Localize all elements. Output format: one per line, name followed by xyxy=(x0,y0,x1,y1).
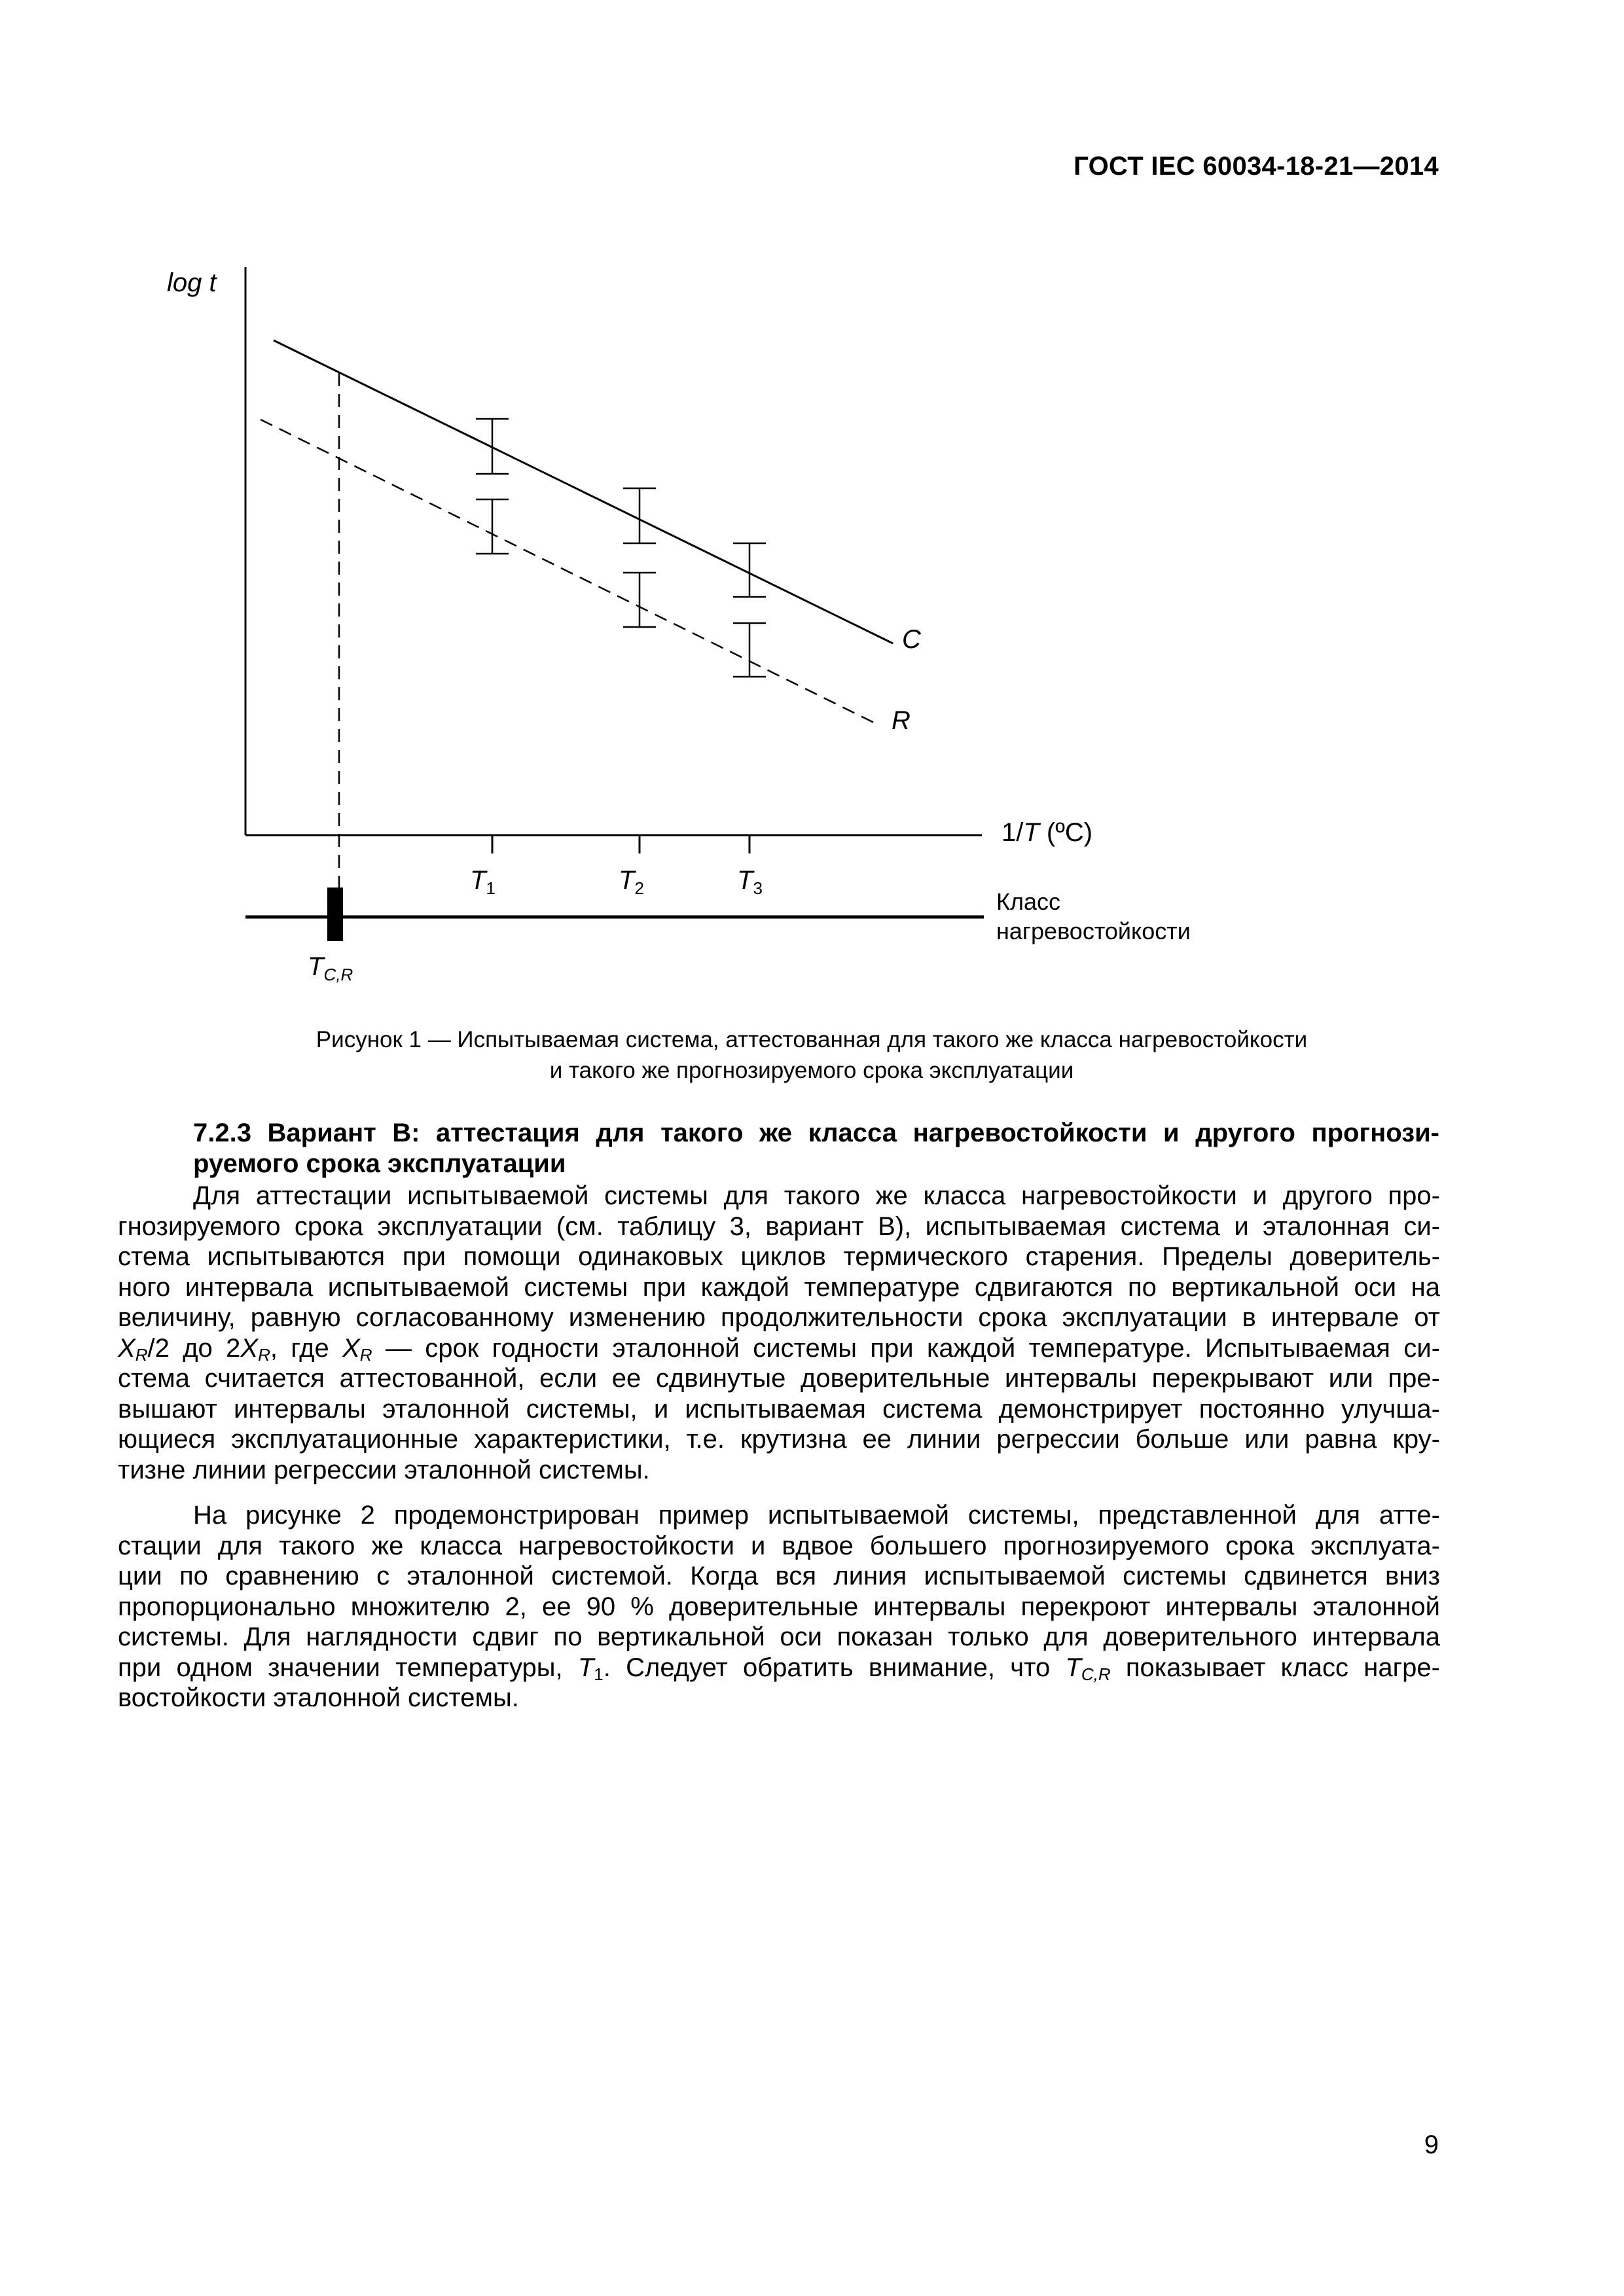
tick-label-t2: $T_2$ xyxy=(619,866,644,898)
tick-label-t1: $T_1$ xyxy=(470,866,496,898)
line-r-label: R xyxy=(892,706,911,735)
document-id-header: ГОСТ IEC 60034-18-21—2014 xyxy=(1074,152,1439,181)
thermal-class-label-line2: нагревостойкости xyxy=(996,918,1191,944)
p1-line: тизне линии регрессии эталонной системы. xyxy=(118,1455,650,1484)
figure-caption-line2: и такого же прогнозируемого срока эксплуатации xyxy=(549,1058,1074,1083)
line-c-label: C xyxy=(902,625,921,654)
paragraph-1 xyxy=(118,1181,1440,1485)
p1-line: вышают интервалы эталонной системы, и испытываемая система демонстрирует постоянно улучша- xyxy=(118,1394,1440,1424)
p2-line: при одном значении температуры, $T_1$. Следует обратить внимание, что $T_{C,R}$ показывает класс нагре- xyxy=(118,1653,1440,1684)
p1-line: Для аттестации испытываемой системы для такого же класса нагревостойкости и другого про- xyxy=(193,1181,1440,1210)
page-number: 9 xyxy=(1424,2130,1439,2159)
p2-line: На рисунке 2 продемонстрирован пример испытываемой системы, представленной для атте- xyxy=(193,1501,1440,1530)
p2-line: востойкости эталонной системы. xyxy=(118,1683,519,1712)
section-heading xyxy=(193,1118,1439,1179)
p2-line: ции по сравнению с эталонной системой. Когда вся линия испытываемой системы сдвинется вниз xyxy=(118,1562,1440,1590)
error-bar-c-t2 xyxy=(623,488,656,543)
p2-line: стации для такого же класса нагревостойкости и вдвое большего прогнозируемого срока эксплуата- xyxy=(118,1531,1440,1560)
paragraph-2 xyxy=(118,1500,1440,1713)
p1-line: $X_R/2$ до $2X_R$, где $X_R$ — срок годности эталонной системы при каждой температуре. Испытываемая си- xyxy=(118,1333,1440,1365)
figure-caption-line1: Рисунок 1 — Испытываемая система, аттестованная для такого же класса нагревостойкости xyxy=(316,1027,1308,1052)
p1-line: ного интервала испытываемой системы при каждой температуре сдвигаются по вертикальной оси на xyxy=(118,1272,1440,1302)
tick-label-t3: $T_3$ xyxy=(737,866,763,898)
y-axis-label: log t xyxy=(167,268,217,297)
tcr-label: $T_{C,R}$ xyxy=(308,952,353,984)
error-bar-c-t3 xyxy=(733,543,766,597)
p2-line: системы. Для наглядности сдвиг по вертикальной оси показан только для доверительного интервала xyxy=(118,1623,1440,1651)
p1-line: стема считается аттестованной, если ее сдвинутые доверительные интервалы перекрывают или пре- xyxy=(118,1364,1440,1393)
error-bar-r-t2 xyxy=(623,573,656,627)
p1-line: ющиеся эксплуатационные характеристики, т.е. крутизна ее линии регрессии больше или равна кру- xyxy=(118,1425,1440,1454)
error-bar-r-t3 xyxy=(733,623,766,677)
error-bar-c-t1 xyxy=(476,419,509,474)
figure-1-diagram xyxy=(0,0,1624,1008)
error-bar-r-t1 xyxy=(476,499,509,554)
line-r xyxy=(261,420,879,725)
p2-line: пропорционально множителю 2, ее 90 % доверительные интервалы перекроют интервалы эталонной xyxy=(118,1592,1440,1621)
x-axis-label: 1/T (ºC) xyxy=(1001,818,1093,847)
line-c xyxy=(274,340,893,643)
tcr-marker xyxy=(327,888,343,941)
p1-line: стема испытываются при помощи одинаковых циклов термического старения. Пределы доверитель- xyxy=(118,1242,1440,1271)
p1-line: гнозируемого срока эксплуатации (см. таблицу 3, вариант В), испытываемая система и эталонная си- xyxy=(118,1211,1440,1241)
p1-line: величину, равную согласованному изменению продолжительности срока эксплуатации в интервале от xyxy=(118,1303,1440,1332)
section-heading-line1: 7.2.3 Вариант В: аттестация для такого же класса нагревостойкости и другого прогнози- xyxy=(193,1119,1439,1147)
figure-caption xyxy=(196,1024,1427,1086)
section-heading-line2: руемого срока эксплуатации xyxy=(193,1149,566,1178)
thermal-class-label-line1: Класс xyxy=(996,888,1060,915)
